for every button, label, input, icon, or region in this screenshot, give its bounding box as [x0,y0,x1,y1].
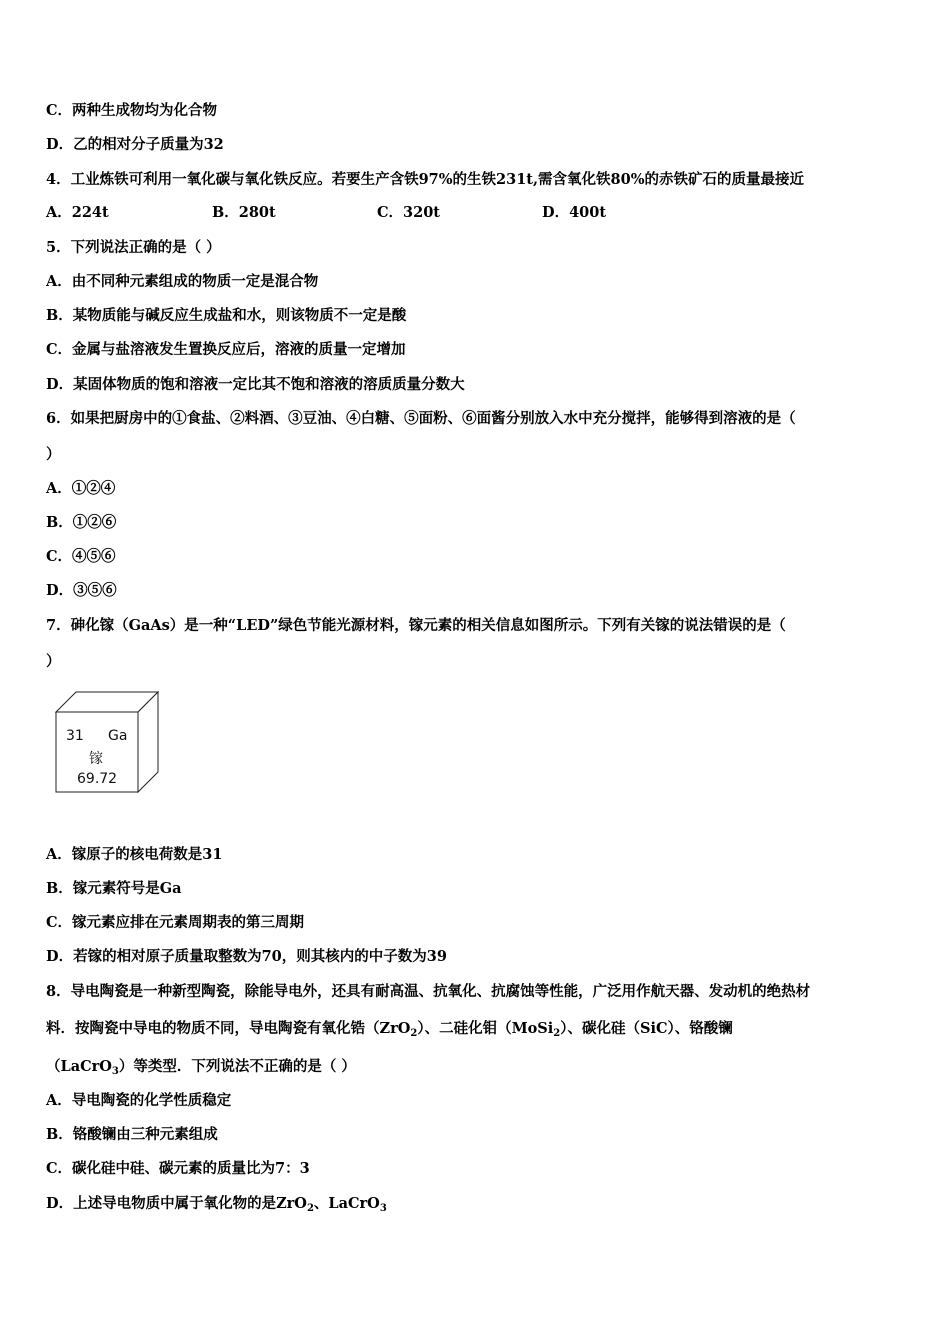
gallium-element-card [52,688,164,796]
option-d-prev: D．乙的相对分子质量为32 [46,136,224,153]
question-6-end: ） [46,446,61,463]
option-c-prev: C．两种生成物均为化合物 [46,102,218,119]
q8-option-d: D．上述导电物质中属于氧化物的是ZrO$_2$、LaCrO$_3$ [46,1195,387,1214]
question-6: 6．如果把厨房中的①食盐、②料酒、③豆油、④白糖、⑤面粉、⑥面酱分别放入水中充分搅拌，能够得到溶液的是（ [46,410,796,427]
element-name: 镓 [89,751,103,767]
q5-option-a: A．由不同种元素组成的物质一定是混合物 [46,273,319,290]
q5-option-d: D．某固体物质的饱和溶液一定比其不饱和溶液的溶质质量分数大 [46,376,465,393]
q5-option-b: B．某物质能与碱反应生成盐和水，则该物质不一定是酸 [46,307,407,324]
q6-option-d: D．③⑤⑥ [46,582,117,599]
q4-option-d: D．400t [542,204,607,221]
atomic-mass: 69.72 [77,771,118,787]
q6-option-c: C．④⑤⑥ [46,548,116,565]
q8-option-a: A．导电陶瓷的化学性质稳定 [46,1092,232,1109]
q6-option-b: B．①②⑥ [46,514,117,531]
element-symbol: Ga [108,728,128,744]
question-7-end: ） [46,653,61,670]
q4-option-a: A．224t [46,204,109,221]
atomic-number: 31 [66,728,84,744]
q7-option-d: D．若镓的相对原子质量取整数为70，则其核内的中子数为39 [46,948,447,965]
q4-option-b: B．280t [212,204,276,221]
question-4: 4．工业炼铁可利用一氧化碳与氧化铁反应。若要生产含铁97%的生铁231t,需含氧化铁80%的赤铁矿石的质量最接近 [46,171,805,188]
q8-option-c: C．碳化硅中硅、碳元素的质量比为7：3 [46,1160,310,1177]
question-7: 7．砷化镓（GaAs）是一种“LED”绿色节能光源材料，镓元素的相关信息如图所示。下列有关镓的说法错误的是（ [46,617,786,634]
q7-option-a: A．镓原子的核电荷数是31 [46,846,223,863]
q5-option-c: C．金属与盐溶液发生置换反应后，溶液的质量一定增加 [46,341,406,358]
q4-option-c: C．320t [377,204,441,221]
question-8-line2: 料．按陶瓷中导电的物质不同，导电陶瓷有氧化锆（ZrO$_2$）、二硅化钼（MoSi$_2$）、碳化硅（SiC）、铬酸镧 [46,1020,733,1039]
question-8-line3: （LaCrO$_3$）等类型．下列说法不正确的是（ ） [46,1058,356,1077]
q8-option-b: B．铬酸镧由三种元素组成 [46,1126,218,1143]
q7-option-c: C．镓元素应排在元素周期表的第三周期 [46,914,305,931]
q7-option-b: B．镓元素符号是Ga [46,880,182,897]
question-8: 8．导电陶瓷是一种新型陶瓷，除能导电外，还具有耐高温、抗氧化、抗腐蚀等性能，广泛用作航天器、发动机的绝热材 [46,983,811,1000]
question-5: 5．下列说法正确的是（ ） [46,239,221,256]
q6-option-a: A．①②④ [46,480,116,497]
